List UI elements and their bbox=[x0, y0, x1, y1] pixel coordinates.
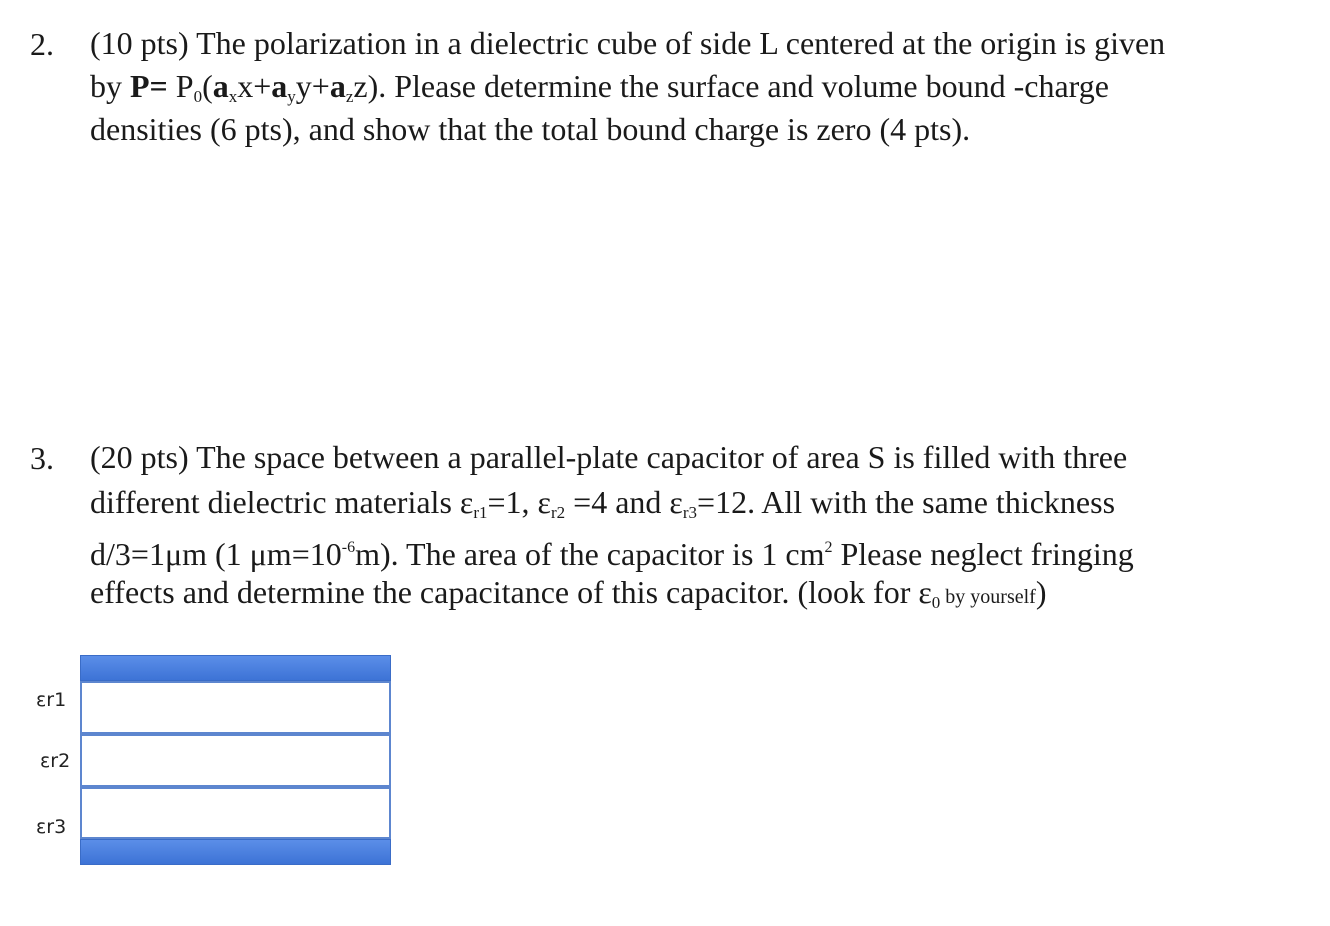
problem-2-line-1: (10 pts) The polarization in a dielectric cube of side L centered at the origin is given bbox=[90, 25, 1166, 61]
subscript: r2 bbox=[550, 503, 566, 522]
polarization-symbol: P= bbox=[130, 68, 168, 104]
text: =4 and ε bbox=[565, 484, 683, 520]
small-text: by yourself bbox=[940, 586, 1036, 608]
text: ( bbox=[202, 68, 213, 104]
problem-number: 2. bbox=[30, 26, 54, 62]
superscript: 2 bbox=[824, 539, 833, 556]
problem-text bbox=[90, 436, 1320, 616]
text: ) bbox=[1035, 574, 1047, 610]
subscript: 0 bbox=[931, 593, 941, 612]
problem-2-line-3: densities (6 pts), and show that the total bound charge is zero (4 pts). bbox=[90, 111, 971, 147]
problem-3-line-3 bbox=[90, 526, 1320, 571]
problem-3-line-2 bbox=[90, 481, 1320, 526]
text: =1, ε bbox=[487, 484, 551, 520]
bottom-plate bbox=[80, 839, 391, 865]
dielectric-layer-3 bbox=[80, 787, 391, 839]
unit-vector: a bbox=[329, 68, 346, 104]
unit-vector: a bbox=[271, 68, 288, 104]
text: effects and determine the capacitance of this capacitor. (look for ε bbox=[90, 574, 932, 610]
problem-text bbox=[90, 22, 1320, 151]
epsilon-r2-label: εr2 bbox=[40, 750, 71, 772]
text: different dielectric materials ε bbox=[90, 484, 474, 520]
problem-2-line-2 bbox=[90, 65, 1320, 108]
epsilon-r1-label: εr1 bbox=[36, 689, 67, 711]
subscript: 0 bbox=[193, 87, 203, 106]
text: m). The area of the capacitor is 1 cm bbox=[355, 536, 825, 572]
text: d/3=1μm (1 μm=10 bbox=[90, 536, 342, 572]
subscript: r3 bbox=[682, 503, 698, 522]
subscript: z bbox=[345, 87, 354, 106]
text: by bbox=[90, 68, 130, 104]
text: x+ bbox=[237, 68, 272, 104]
dielectric-layer-1 bbox=[80, 681, 391, 734]
text: =12. All with the same thickness bbox=[697, 484, 1116, 520]
text: Please neglect fringing bbox=[832, 536, 1134, 572]
epsilon-r3-label: εr3 bbox=[36, 816, 67, 838]
text: z). Please determine the surface and volume bound -charge bbox=[353, 68, 1109, 104]
top-plate bbox=[80, 655, 391, 681]
superscript: -6 bbox=[341, 539, 356, 556]
problem-3-line-4 bbox=[90, 571, 1320, 616]
unit-vector: a bbox=[212, 68, 229, 104]
text: y+ bbox=[295, 68, 330, 104]
subscript: r1 bbox=[473, 503, 488, 522]
subscript: y bbox=[287, 87, 296, 106]
text: P bbox=[167, 68, 194, 104]
subscript: x bbox=[228, 87, 238, 106]
problem-number: 3. bbox=[30, 440, 54, 476]
dielectric-layer-2 bbox=[80, 734, 391, 787]
problem-3-line-1: (20 pts) The space between a parallel-plate capacitor of area S is filled with three bbox=[90, 439, 1128, 475]
